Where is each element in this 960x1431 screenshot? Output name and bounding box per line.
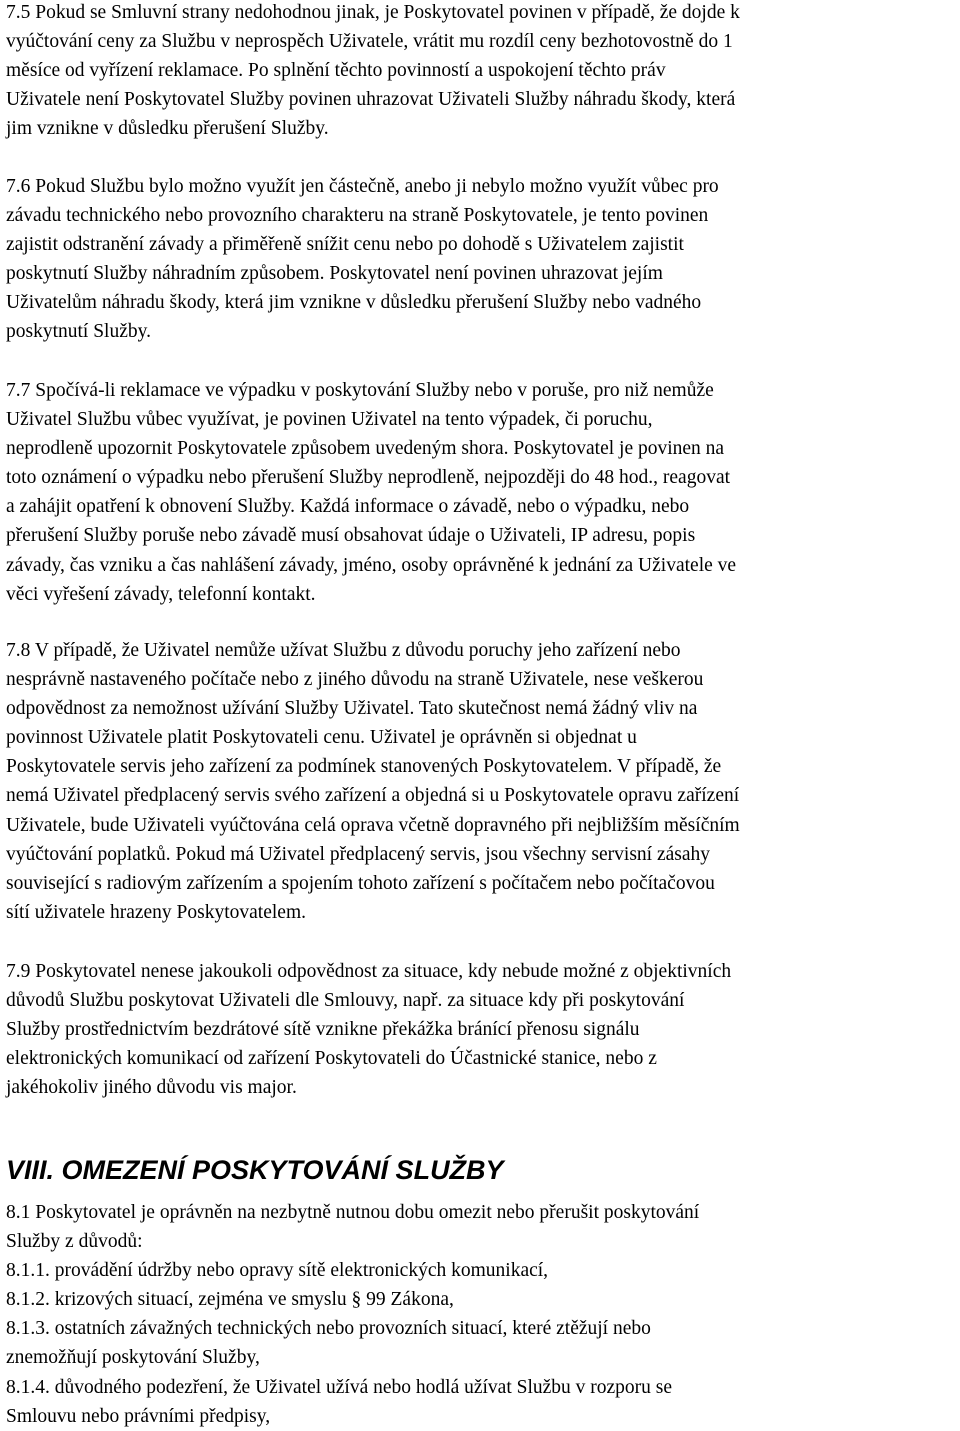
text-line: závadu technického nebo provozního charakteru na straně Poskytovatele, je tento povinen: [6, 205, 709, 227]
text-line: 7.7 Spočívá-li reklamace ve výpadku v poskytování Služby nebo v poruše, pro niž nemůže: [6, 380, 714, 401]
list-item-8-1-3: 8.1.3. ostatních závažných technických nebo provozních situací, které ztěžují nebo: [6, 1318, 651, 1340]
text-line: Služby z důvodů:: [6, 1231, 143, 1253]
text-line: vyúčtování poplatků. Pokud má Uživatel předplacený servis, jsou všechny servisní zásahy: [6, 843, 710, 865]
text-line: jim vznikne v důsledku přerušení Služby.: [6, 118, 329, 140]
paragraph-7-5: [6, 0, 740, 143]
text-line: závady, čas vzniku a čas nahlášení závady, jméno, osoby oprávněné k jednání za Uživatele ve: [6, 554, 737, 576]
section-heading-viii: VIII. OMEZENÍ POSKYTOVÁNÍ SLUŽBY: [6, 1155, 504, 1185]
text-line: neprodleně upozornit Poskytovatele způsobem uvedeným shora. Poskytovatel je povinen na: [6, 438, 725, 460]
text-line: poskytnutí Služby náhradním způsobem. Poskytovatel není povinen uhrazovat jejím: [6, 263, 663, 285]
paragraph-7-6: [6, 172, 719, 347]
list-item-8-1-2: 8.1.2. krizových situací, zejména ve smyslu § 99 Zákona,: [6, 1289, 454, 1311]
text-line: přerušení Služby poruše nebo závadě musí obsahovat údaje o Uživateli, IP adresu, popis: [6, 525, 696, 547]
text-line: odpovědnost za nemožnost užívání Služby Uživatel. Tato skutečnost nemá žádný vliv na: [6, 698, 698, 720]
text-line: Poskytovatele servis jeho zařízení za podmínek stanovených Poskytovatelem. V případě, že: [6, 756, 722, 778]
text-line: 7.9 Poskytovatel nenese jakoukoli odpovědnost za situace, kdy nebude možné z objektivních: [6, 961, 732, 982]
text-line: povinnost Uživatele platit Poskytovateli cenu. Uživatel je oprávněn si objednat u: [6, 727, 637, 749]
text-line: zajistit odstranění závady a přiměřeně snížit cenu nebo po dohodě s Uživatelem zajistit: [6, 234, 684, 256]
list-item-8-1-4: 8.1.4. důvodného podezření, že Uživatel užívá nebo hodlá užívat Službu v rozporu se: [6, 1376, 673, 1398]
text-line: Smlouvu nebo právními předpisy,: [6, 1405, 271, 1427]
text-line: nesprávně nastaveného počítače nebo z jiného důvodu na straně Uživatele, nese veškerou: [6, 669, 704, 691]
text-line: Uživatele, bude Uživateli vyúčtována celá oprava včetně dopravného při nejbližším měsíčním: [6, 814, 740, 836]
text-line: a zahájit opatření k obnovení Služby. Každá informace o závadě, nebo o výpadku, nebo: [6, 496, 690, 518]
text-line: Uživatele není Poskytovatel Služby povinen uhrazovat Uživateli Služby náhradu škody, která: [6, 89, 736, 111]
paragraph-7-7: [6, 376, 736, 609]
text-line: související s radiovým zařízením a spojením tohoto zařízení s počítačem nebo počítačovou: [6, 872, 715, 894]
paragraph-7-8: [6, 636, 740, 927]
text-line: Uživatel Službu vůbec využívat, je povinen Uživatel na tento výpadek, či poruchu,: [6, 409, 653, 431]
text-line: vyúčtování ceny za Službu v neprospěch Uživatele, vrátit mu rozdíl ceny bezhotovostně do 1: [6, 31, 733, 53]
paragraph-8-1: [6, 1198, 699, 1431]
text-line: 7.8 V případě, že Uživatel nemůže užívat Službu z důvodu poruchy jeho zařízení nebo: [6, 640, 681, 661]
text-line: poskytnutí Služby.: [6, 321, 151, 343]
text-line: toto oznámení o výpadku nebo přerušení Služby neprodleně, nejpozději do 48 hod., reagovat: [6, 467, 731, 489]
text-line: měsíce od vyřízení reklamace. Po splnění těchto povinností a uspokojení těchto práv: [6, 60, 666, 82]
text-line: 8.1 Poskytovatel je oprávněn na nezbytně nutnou dobu omezit nebo přerušit poskytování: [6, 1202, 700, 1223]
text-line: sítí uživatele hrazeny Poskytovatelem.: [6, 901, 306, 923]
text-line: 7.6 Pokud Službu bylo možno využít jen částečně, anebo ji nebylo možno využít vůbec pro: [6, 176, 719, 197]
text-line: elektronických komunikací od zařízení Poskytovateli do Účastnické stanice, nebo z: [6, 1048, 657, 1070]
list-item-8-1-1: 8.1.1. provádění údržby nebo opravy sítě elektronických komunikací,: [6, 1260, 549, 1282]
text-line: věci vyřešení závady, telefonní kontakt.: [6, 583, 316, 605]
text-line: znemožňují poskytování Služby,: [6, 1347, 260, 1369]
text-line: důvodů Službu poskytovat Uživateli dle Smlouvy, např. za situace kdy při poskytování: [6, 990, 685, 1012]
paragraph-7-9: [6, 957, 731, 1102]
text-line: nemá Uživatel předplacený servis svého zařízení a objedná si u Poskytovatele opravu zařízení: [6, 785, 740, 807]
text-line: Služby prostřednictvím bezdrátové sítě vznikne překážka bránící přenosu signálu: [6, 1019, 640, 1041]
text-line: Uživatelům náhradu škody, která jim vznikne v důsledku přerušení Služby nebo vadného: [6, 292, 702, 314]
text-line: jakéhokoliv jiného důvodu vis major.: [6, 1077, 297, 1099]
text-line: 7.5 Pokud se Smluvní strany nedohodnou jinak, je Poskytovatel povinen v případě, že dojde k: [6, 2, 740, 23]
